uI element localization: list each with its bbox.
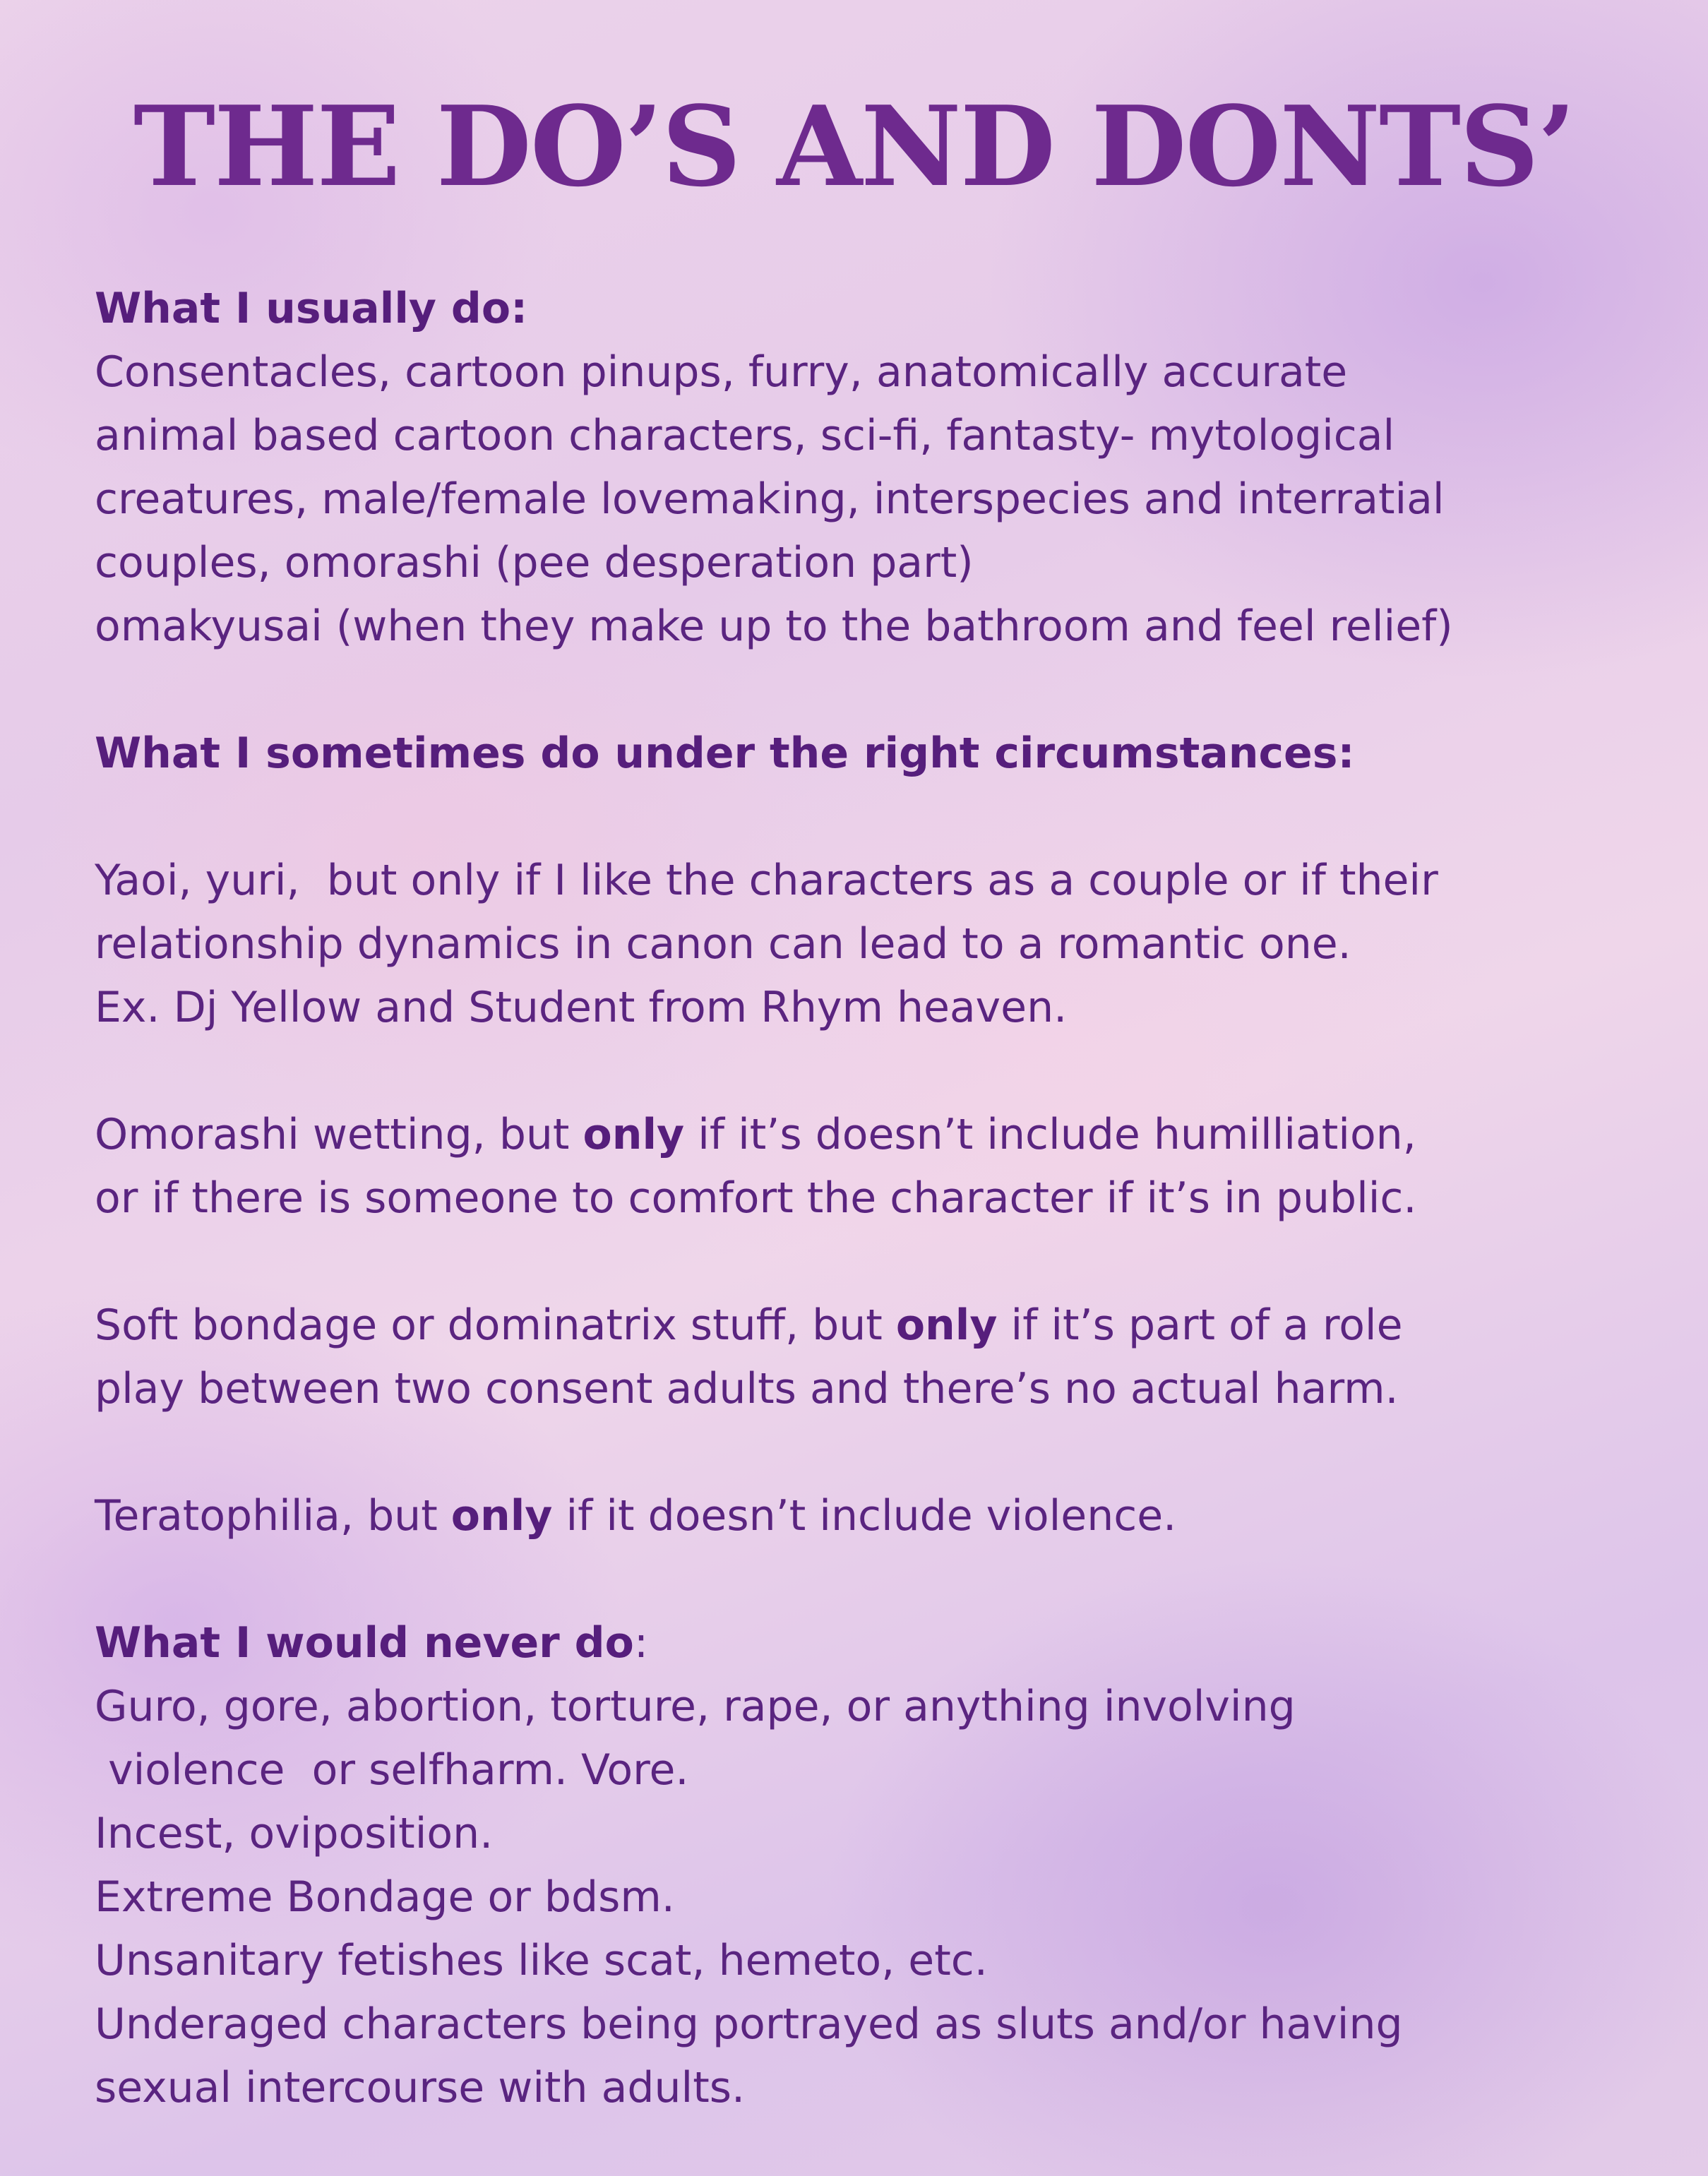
usually-line: creatures, male/female lovemaking, interspecies and interratial bbox=[95, 474, 1445, 524]
page-title: THE DO’S AND DONTS’ bbox=[133, 82, 1575, 211]
emphasis-only: only bbox=[450, 1491, 553, 1541]
text-run: if it’s doesn’t include humilliation, bbox=[684, 1110, 1416, 1159]
emphasis-only: only bbox=[895, 1301, 998, 1350]
spacer bbox=[95, 1548, 1648, 1611]
sometimes-line: play between two consent adults and there’s no actual harm. bbox=[95, 1364, 1399, 1413]
spacer bbox=[95, 1039, 1648, 1103]
sometimes-line bbox=[95, 1103, 1648, 1166]
section-heading-usually: What I usually do: bbox=[95, 284, 528, 333]
never-line: Incest, oviposition. bbox=[95, 1809, 494, 1858]
text-run: if it’s part of a role bbox=[997, 1301, 1403, 1350]
never-line: Guro, gore, abortion, torture, rape, or anything involving bbox=[95, 1682, 1296, 1731]
sometimes-line: Ex. Dj Yellow and Student from Rhym heaven. bbox=[95, 983, 1068, 1032]
usually-line: Consentacles, cartoon pinups, furry, anatomically accurate bbox=[95, 347, 1348, 397]
heading-text: What I would never do bbox=[95, 1618, 634, 1668]
usually-line: omakyusai (when they make up to the bathroom and feel relief) bbox=[95, 602, 1453, 651]
spacer bbox=[95, 658, 1648, 722]
never-line: sexual intercourse with adults. bbox=[95, 2063, 746, 2112]
never-line: violence or selfharm. Vore. bbox=[95, 1745, 689, 1795]
spacer bbox=[95, 1230, 1648, 1293]
text-run: Omorashi wetting, but bbox=[95, 1110, 583, 1159]
sometimes-line bbox=[95, 1293, 1648, 1357]
section-heading-sometimes: What I sometimes do under the right circumstances: bbox=[95, 729, 1355, 778]
never-line: Extreme Bondage or bdsm. bbox=[95, 1872, 675, 1922]
usually-line: animal based cartoon characters, sci-fi, fantasty- mytological bbox=[95, 411, 1395, 460]
spacer bbox=[95, 785, 1648, 849]
sometimes-line bbox=[95, 1484, 1648, 1548]
heading-colon: : bbox=[633, 1618, 649, 1668]
sometimes-line: Yaoi, yuri, but only if I like the characters as a couple or if their bbox=[95, 856, 1438, 905]
sometimes-line: or if there is someone to comfort the character if it’s in public. bbox=[95, 1173, 1417, 1223]
usually-line: couples, omorashi (pee desperation part) bbox=[95, 538, 974, 587]
text-run: if it doesn’t include violence. bbox=[552, 1491, 1177, 1541]
sometimes-line: relationship dynamics in canon can lead to a romantic one. bbox=[95, 919, 1351, 969]
text-run: Soft bondage or dominatrix stuff, but bbox=[95, 1301, 896, 1350]
never-line: Unsanitary fetishes like scat, hemeto, etc. bbox=[95, 1936, 988, 1985]
document-body bbox=[95, 277, 1648, 2120]
never-line: Underaged characters being portrayed as sluts and/or having bbox=[95, 1999, 1403, 2049]
section-heading-never bbox=[95, 1611, 1648, 1675]
text-run: Teratophilia, but bbox=[95, 1491, 451, 1541]
spacer bbox=[95, 1421, 1648, 1484]
emphasis-only: only bbox=[583, 1110, 685, 1159]
